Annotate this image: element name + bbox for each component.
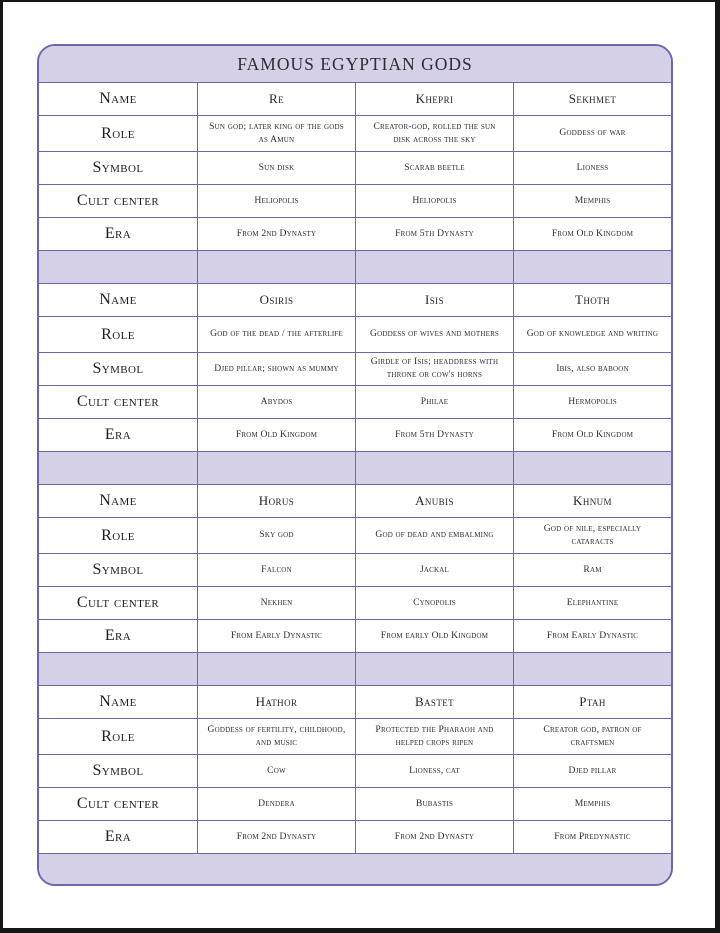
god-role: God of knowledge and writing xyxy=(513,317,671,352)
spacer-cell xyxy=(39,452,197,484)
era-row xyxy=(39,820,671,853)
god-role: Goddess of war xyxy=(513,116,671,151)
god-era: From Old Kingdom xyxy=(513,419,671,451)
god-symbol: Cow xyxy=(197,755,355,787)
spacer-cell xyxy=(513,452,671,484)
era-row xyxy=(39,619,671,652)
name-row xyxy=(39,685,671,718)
spacer-row xyxy=(39,652,671,685)
cult-center-row xyxy=(39,787,671,820)
symbol-row xyxy=(39,151,671,184)
god-role: Goddess of fertility, childhood, and music xyxy=(197,719,355,754)
row-label-era: Era xyxy=(104,627,132,644)
god-name: Osiris xyxy=(197,284,355,316)
god-role: God of nile, especially cataracts xyxy=(513,518,671,553)
god-symbol: Lioness, cat xyxy=(355,755,513,787)
god-cult-center: Heliopolis xyxy=(355,185,513,217)
cult-center-row xyxy=(39,385,671,418)
god-role: Creator god, patron of craftsmen xyxy=(513,719,671,754)
god-group-1 xyxy=(39,82,671,250)
role-row xyxy=(39,718,671,754)
god-symbol: Girdle of Isis; headdress with throne or cow's horns xyxy=(355,353,513,385)
name-row xyxy=(39,484,671,517)
row-label-symbol: Symbol xyxy=(92,762,144,779)
god-role: Sun god; later king of the gods as Amun xyxy=(197,116,355,151)
god-group-2 xyxy=(39,283,671,451)
spacer-cell xyxy=(513,653,671,685)
god-symbol: Lioness xyxy=(513,152,671,184)
row-label-cult-center: Cult center xyxy=(76,192,160,209)
god-symbol: Djed pillar xyxy=(513,755,671,787)
egyptian-gods-table xyxy=(37,44,673,886)
god-name: Khnum xyxy=(513,485,671,517)
row-label-role: Role xyxy=(101,727,135,745)
god-role: Creator-god, rolled the sun disk across the sky xyxy=(355,116,513,151)
god-symbol: Djed pillar; shown as mummy xyxy=(197,353,355,385)
god-symbol: Ram xyxy=(513,554,671,586)
god-name: Isis xyxy=(355,284,513,316)
row-label-symbol: Symbol xyxy=(92,360,144,377)
god-group-4 xyxy=(39,685,671,853)
spacer-cell xyxy=(355,251,513,283)
row-label-era: Era xyxy=(104,426,132,443)
page-title: FAMOUS EGYPTIAN GODS xyxy=(237,53,473,74)
name-row xyxy=(39,82,671,115)
god-role: Goddess of wives and mothers xyxy=(355,317,513,352)
god-cult-center: Memphis xyxy=(513,185,671,217)
row-label-cult-center: Cult center xyxy=(76,393,160,410)
god-symbol: Falcon xyxy=(197,554,355,586)
god-era: From 2nd Dynasty xyxy=(197,821,355,853)
god-name: Bastet xyxy=(355,686,513,718)
role-row xyxy=(39,517,671,553)
god-name: Anubis xyxy=(355,485,513,517)
spacer-cell xyxy=(513,251,671,283)
row-label-cult-center: Cult center xyxy=(76,594,160,611)
god-role: Sky god xyxy=(197,518,355,553)
god-cult-center: Philae xyxy=(355,386,513,418)
name-row xyxy=(39,283,671,316)
cult-center-row xyxy=(39,184,671,217)
symbol-row xyxy=(39,352,671,385)
row-label-name: Name xyxy=(99,90,137,107)
row-label-symbol: Symbol xyxy=(92,561,144,578)
spacer-cell xyxy=(355,452,513,484)
god-name: Re xyxy=(197,83,355,115)
row-label-cult-center: Cult center xyxy=(76,795,160,812)
god-symbol: Jackal xyxy=(355,554,513,586)
god-cult-center: Hermopolis xyxy=(513,386,671,418)
table-footer-band xyxy=(39,853,671,884)
era-row xyxy=(39,217,671,250)
row-label-role: Role xyxy=(101,124,135,142)
god-name: Thoth xyxy=(513,284,671,316)
row-label-era: Era xyxy=(104,828,132,845)
god-name: Sekhmet xyxy=(513,83,671,115)
god-cult-center: Dendera xyxy=(197,788,355,820)
god-cult-center: Memphis xyxy=(513,788,671,820)
god-era: From early Old Kingdom xyxy=(355,620,513,652)
god-cult-center: Cynopolis xyxy=(355,587,513,619)
god-symbol: Scarab beetle xyxy=(355,152,513,184)
god-era: From Predynastic xyxy=(513,821,671,853)
row-label-symbol: Symbol xyxy=(92,159,144,176)
role-row xyxy=(39,316,671,352)
god-era: From 2nd Dynasty xyxy=(355,821,513,853)
row-label-name: Name xyxy=(99,693,137,710)
role-row xyxy=(39,115,671,151)
row-label-role: Role xyxy=(101,526,135,544)
god-name: Khepri xyxy=(355,83,513,115)
symbol-row xyxy=(39,553,671,586)
god-role: God of dead and embalming xyxy=(355,518,513,553)
god-cult-center: Bubastis xyxy=(355,788,513,820)
god-name: Hathor xyxy=(197,686,355,718)
spacer-cell xyxy=(355,653,513,685)
god-era: From 5th Dynasty xyxy=(355,419,513,451)
spacer-cell xyxy=(197,251,355,283)
god-cult-center: Abydos xyxy=(197,386,355,418)
god-cult-center: Nekhen xyxy=(197,587,355,619)
spacer-cell xyxy=(39,251,197,283)
row-label-era: Era xyxy=(104,225,132,242)
god-era: From Early Dynastic xyxy=(197,620,355,652)
row-label-name: Name xyxy=(99,291,137,308)
symbol-row xyxy=(39,754,671,787)
god-cult-center: Elephantine xyxy=(513,587,671,619)
god-cult-center: Heliopolis xyxy=(197,185,355,217)
god-group-3 xyxy=(39,484,671,652)
god-era: From Early Dynastic xyxy=(513,620,671,652)
god-era: From 2nd Dynasty xyxy=(197,218,355,250)
spacer-cell xyxy=(197,452,355,484)
cult-center-row xyxy=(39,586,671,619)
god-role: God of the dead / the afterlife xyxy=(197,317,355,352)
god-name: Horus xyxy=(197,485,355,517)
spacer-cell xyxy=(39,653,197,685)
spacer-cell xyxy=(197,653,355,685)
spacer-row xyxy=(39,451,671,484)
god-symbol: Ibis, also baboon xyxy=(513,353,671,385)
table-title-band xyxy=(39,46,671,82)
spacer-row xyxy=(39,250,671,283)
god-era: From 5th Dynasty xyxy=(355,218,513,250)
row-label-role: Role xyxy=(101,325,135,343)
god-era: From Old Kingdom xyxy=(513,218,671,250)
god-era: From Old Kingdom xyxy=(197,419,355,451)
god-role: Protected the Pharaoh and helped crops ripen xyxy=(355,719,513,754)
row-label-name: Name xyxy=(99,492,137,509)
era-row xyxy=(39,418,671,451)
god-name: Ptah xyxy=(513,686,671,718)
god-symbol: Sun disk xyxy=(197,152,355,184)
